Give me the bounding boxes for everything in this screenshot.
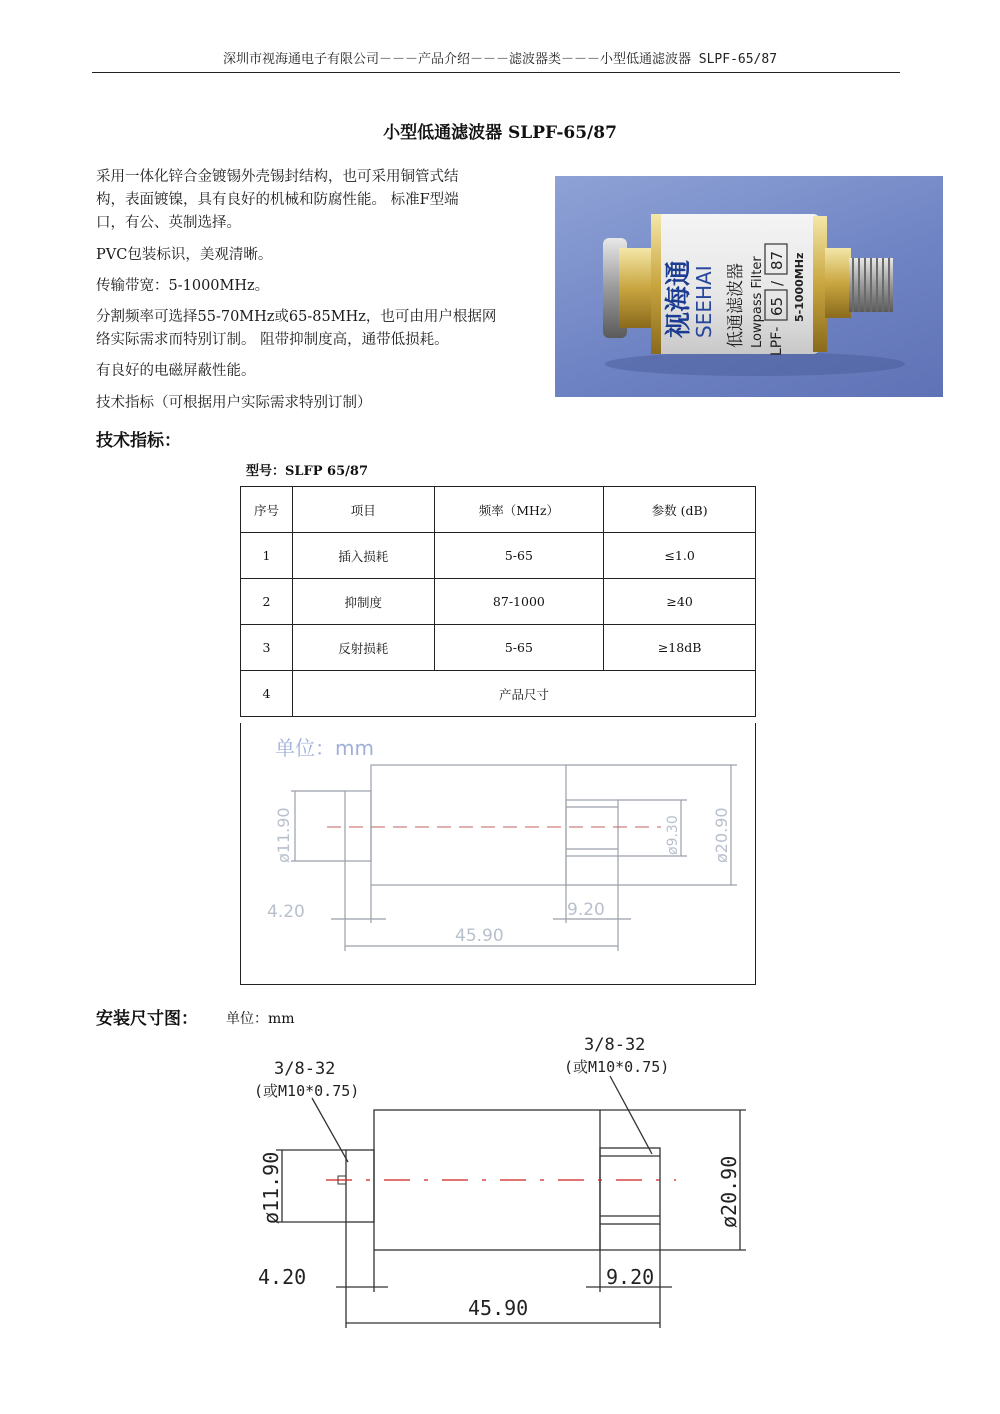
install-drawing bbox=[240, 1030, 760, 1340]
drawing2-thread-right-2: (或M10*0.75) bbox=[564, 1058, 670, 1076]
drawing2-d-big: ø20.90 bbox=[717, 1155, 741, 1228]
spec-table-header bbox=[241, 487, 756, 533]
col-header-index: 序号 bbox=[241, 487, 293, 533]
dimension-drawing-box bbox=[240, 723, 756, 985]
photo-product-cn: 低通滤波器 bbox=[726, 263, 746, 348]
intro-paragraph-bandwidth: 传输带宽：5-1000MHz。 bbox=[96, 278, 270, 294]
drawing2-len-right: 9.20 bbox=[606, 1265, 655, 1289]
drawing2-thread-left-2: (或M10*0.75) bbox=[254, 1082, 360, 1100]
photo-band: 5-1000MHz bbox=[793, 252, 806, 322]
intro-paragraph-shielding: 有良好的电磁屏蔽性能。 bbox=[96, 363, 256, 379]
intro-paragraph-spec-note: 技术指标（可根据用户实际需求特别订制） bbox=[96, 395, 372, 411]
tech-spec-heading: 技术指标： bbox=[96, 431, 181, 451]
header-divider bbox=[92, 72, 900, 73]
photo-product-en: Lowpass Filter bbox=[750, 256, 765, 348]
table-row: 2 抑制度 87-1000 ≥40 bbox=[241, 579, 756, 625]
intro-paragraph-frequency: 分割频率可选择55-70MHz或65-85MHz，也可由用户根据网 络实际需求而特别订制。 阻带抑制度高，通带低损耗。 bbox=[96, 309, 497, 348]
table-row-size: 4 产品尺寸 bbox=[241, 671, 756, 717]
drawing2-thread-left-1: 3/8-32 bbox=[274, 1059, 336, 1079]
drawing2-thread-right-1: 3/8-32 bbox=[584, 1035, 646, 1055]
install-unit: 单位：mm bbox=[226, 1011, 295, 1027]
photo-model-65: 65 bbox=[768, 296, 786, 316]
document-title: 小型低通滤波器 SLPF-65/87 bbox=[383, 123, 617, 143]
col-header-parameter: 参数 (dB) bbox=[604, 487, 756, 533]
drawing1-len-left: 4.20 bbox=[267, 902, 305, 922]
photo-model-prefix: LPF- bbox=[769, 326, 785, 356]
drawing1-len-right: 9.20 bbox=[567, 900, 605, 920]
drawing2-len-left: 4.20 bbox=[258, 1265, 307, 1289]
intro-paragraph-structure: 采用一体化锌合金镀锡外壳锡封结构，也可采用铜管式结 构，表面镀镍，具有良好的机械和防腐性能。 标准F型端 口，有公、英制选择。 bbox=[96, 169, 459, 231]
drawing1-len-total: 45.90 bbox=[455, 926, 504, 946]
photo-brand-cn: 视海通 bbox=[664, 259, 694, 338]
install-heading: 安装尺寸图： bbox=[96, 1009, 198, 1029]
col-header-frequency: 频率（MHz） bbox=[434, 487, 604, 533]
product-photo bbox=[555, 176, 943, 397]
drawing1-unit: 单位：mm bbox=[275, 736, 374, 760]
model-label: 型号：SLFP 65/87 bbox=[246, 464, 368, 479]
photo-model-87: 87 bbox=[768, 250, 786, 270]
spec-table bbox=[240, 486, 756, 717]
page-header: 深圳市视海通电子有限公司－－－产品介绍－－－滤波器类－－－小型低通滤波器 SLPF-65/87 bbox=[222, 52, 778, 67]
drawing1-d-thread: ø9.30 bbox=[665, 815, 681, 855]
photo-brand-en: SEEHAI bbox=[692, 265, 716, 338]
drawing2-len-total: 45.90 bbox=[468, 1296, 529, 1320]
drawing2-d-small: ø11.90 bbox=[259, 1151, 283, 1224]
table-row: 3 反射损耗 5-65 ≥18dB bbox=[241, 625, 756, 671]
intro-paragraph-pvc: PVC包装标识，美观清晰。 bbox=[96, 247, 273, 263]
table-row: 1 插入损耗 5-65 ≤1.0 bbox=[241, 533, 756, 579]
drawing1-d-small: ø11.90 bbox=[274, 807, 293, 863]
svg-text:/: / bbox=[768, 280, 786, 286]
drawing1-d-big: ø20.90 bbox=[712, 807, 731, 863]
col-header-item: 项目 bbox=[292, 487, 434, 533]
